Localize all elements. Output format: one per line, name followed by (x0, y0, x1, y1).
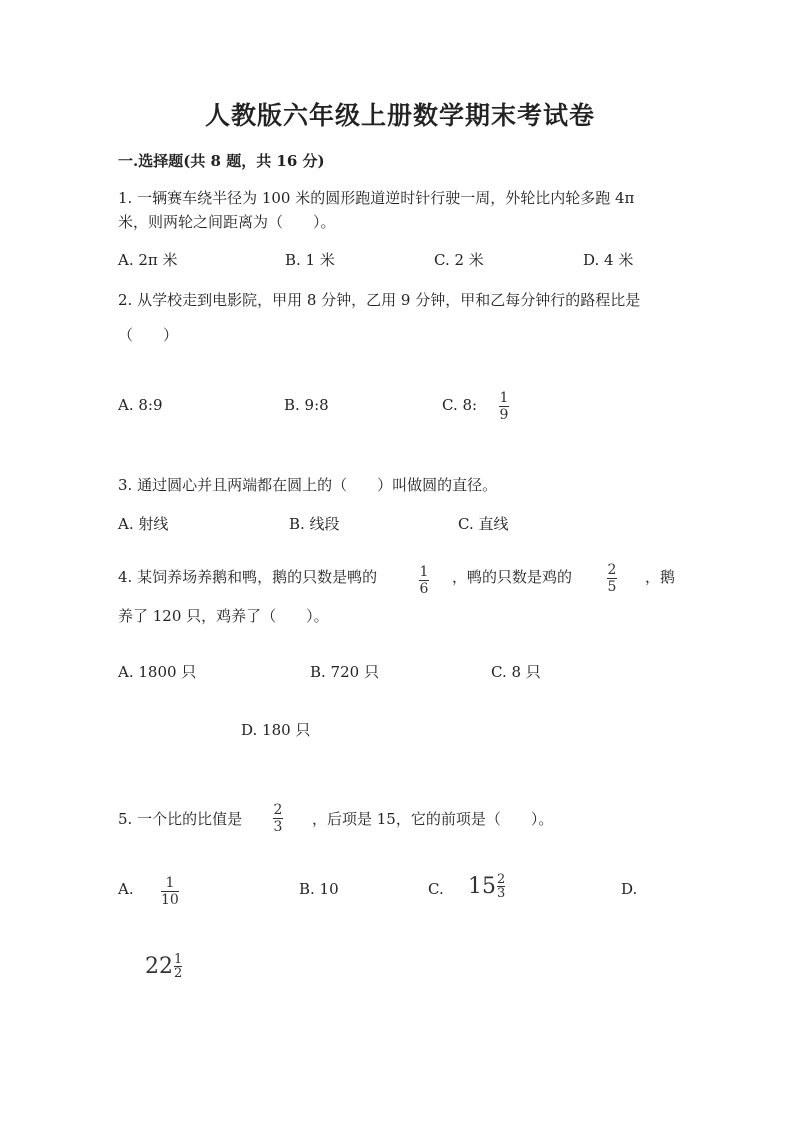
question-4-option-d[interactable]: D. 180 只 (241, 721, 311, 739)
mixed-whole: 22 (145, 954, 173, 979)
question-1-option-c[interactable]: C. 2 米 (434, 251, 484, 269)
question-4-part-2: ，鸭的只数是鸡的 (452, 568, 573, 586)
fraction-denominator: 6 (419, 581, 429, 597)
question-1-line-2: 米，则两轮之间距离为（ ）。 (118, 213, 336, 231)
question-4-part-3: ，鹅 (645, 568, 676, 586)
question-5-part-2: ，后项是 15，它的前项是（ ）。 (312, 810, 554, 828)
question-2-option-b[interactable]: B. 9:8 (284, 396, 329, 414)
page-title: 人教版六年级上册数学期末考试卷 (204, 101, 595, 130)
question-3-option-c[interactable]: C. 直线 (458, 515, 509, 533)
mixed-whole: 15 (468, 874, 496, 899)
fraction-denominator: 10 (161, 892, 179, 908)
question-4-line-2: 养了 120 只，鸡养了（ ）。 (118, 607, 329, 625)
question-2-option-c[interactable]: C. 8: (442, 396, 478, 414)
mixed-fraction (174, 953, 182, 980)
question-3-line-1: 3. 通过圆心并且两端都在圆上的（ ）叫做圆的直径。 (118, 476, 498, 494)
question-5-option-d-mixed-number (145, 953, 182, 980)
mixed-fraction (497, 873, 505, 900)
question-5-option-b[interactable]: B. 10 (299, 880, 339, 898)
fraction-numerator: 2 (273, 802, 283, 818)
question-5-option-a-fraction (161, 875, 179, 908)
fraction-denominator: 5 (607, 579, 617, 595)
question-1-option-d[interactable]: D. 4 米 (583, 251, 634, 269)
fraction-numerator: 2 (497, 872, 506, 887)
fraction-denominator: 3 (497, 886, 506, 901)
fraction-denominator: 9 (499, 407, 509, 423)
question-5-fraction (273, 802, 283, 835)
question-1-line-1: 1. 一辆赛车绕半径为 100 米的圆形跑道逆时针行驶一周，外轮比内轮多跑 4π (118, 189, 635, 207)
question-4-option-c[interactable]: C. 8 只 (491, 663, 541, 681)
question-5-part-1: 5. 一个比的比值是 (118, 810, 243, 828)
fraction-numerator: 1 (165, 875, 175, 891)
question-5-option-d[interactable]: D. (621, 880, 638, 898)
fraction-denominator: 3 (273, 819, 283, 835)
fraction-numerator: 2 (607, 562, 617, 578)
fraction-numerator: 1 (174, 952, 183, 967)
question-1-option-a[interactable]: A. 2π 米 (118, 251, 178, 269)
question-4-option-b[interactable]: B. 720 只 (310, 663, 379, 681)
question-5-option-c-mixed-number (468, 873, 505, 900)
question-2-option-a[interactable]: A. 8:9 (118, 396, 163, 414)
question-4-part-1: 4. 某饲养场养鹅和鸭，鹅的只数是鸭的 (118, 568, 378, 586)
question-2-option-c-fraction (499, 390, 509, 423)
fraction-denominator: 2 (174, 966, 183, 981)
question-3-option-b[interactable]: B. 线段 (289, 515, 340, 533)
section-heading: 一.选择题(共 8 题，共 16 分) (118, 152, 325, 170)
question-4-fraction-2 (607, 562, 617, 595)
fraction-numerator: 1 (499, 390, 509, 406)
question-4-option-a[interactable]: A. 1800 只 (118, 663, 197, 681)
question-5-option-c[interactable]: C. (428, 880, 444, 898)
question-5-option-a[interactable]: A. (118, 880, 134, 898)
question-2-line-1: 2. 从学校走到电影院，甲用 8 分钟，乙用 9 分钟，甲和乙每分钟行的路程比是 (118, 291, 641, 309)
question-1-option-b[interactable]: B. 1 米 (285, 251, 335, 269)
question-2-line-2: （ ） (118, 326, 179, 344)
fraction-numerator: 1 (419, 564, 429, 580)
question-3-option-a[interactable]: A. 射线 (118, 515, 169, 533)
question-4-fraction-1 (419, 564, 429, 597)
